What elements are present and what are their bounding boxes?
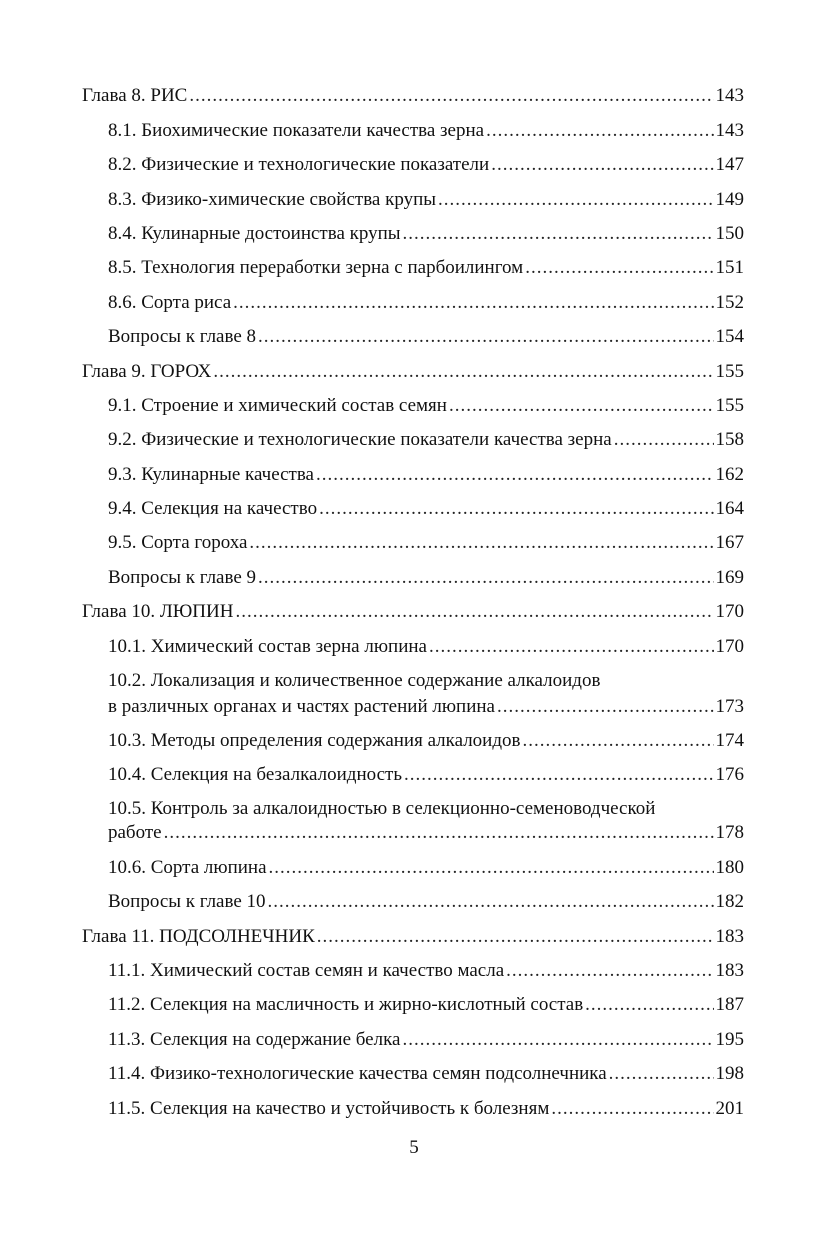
toc-entry-page-number: 147 xyxy=(715,154,744,176)
toc-entry-line xyxy=(108,531,744,555)
toc-subentry[interactable] xyxy=(82,149,744,183)
toc-entry-page-number: 195 xyxy=(715,1028,744,1050)
toc-entry-line xyxy=(108,821,744,845)
toc-entry-line xyxy=(108,428,744,452)
toc-entry-page-number: 170 xyxy=(715,601,744,623)
toc-subentry[interactable] xyxy=(82,218,744,252)
toc-entry-title: 9.3. Кулинарные качества xyxy=(108,463,314,485)
toc-entry-line xyxy=(108,256,744,280)
toc-entry-title: 8.4. Кулинарные достоинства крупы xyxy=(108,222,401,244)
toc-entry-line xyxy=(108,890,744,914)
toc-entry-page-number: 170 xyxy=(715,635,744,657)
dot-leader xyxy=(317,925,714,949)
toc-entry-title: Вопросы к главе 10 xyxy=(108,891,266,913)
toc-entry-title: 11.5. Селекция на качество и устойчивость к болезням xyxy=(108,1097,550,1119)
toc-subentry[interactable] xyxy=(82,725,744,759)
toc-subentry[interactable] xyxy=(82,252,744,286)
toc-entry-title: Глава 8. РИС xyxy=(82,85,188,107)
toc-entry-title: в различных органах и частях растений люпина xyxy=(108,695,495,717)
toc-subentry[interactable] xyxy=(82,493,744,527)
toc-entry-page-number: 183 xyxy=(715,925,744,947)
toc-entry-page-number: 164 xyxy=(715,498,744,520)
dot-leader xyxy=(258,325,713,349)
toc-entry-title-line1: 10.2. Локализация и количественное содержание алкалоидов xyxy=(108,669,601,691)
toc-entry-line xyxy=(108,497,744,521)
toc-subentry[interactable] xyxy=(82,955,744,989)
toc-entry-title: 10.4. Селекция на безалкалоидность xyxy=(108,764,402,786)
toc-entry-line xyxy=(82,925,744,949)
dot-leader xyxy=(403,222,714,246)
toc-subentry[interactable] xyxy=(82,989,744,1023)
dot-leader xyxy=(609,1062,714,1086)
toc-entry-line xyxy=(108,153,744,177)
toc-chapter-entry[interactable] xyxy=(82,596,744,630)
dot-leader xyxy=(316,463,714,487)
dot-leader xyxy=(164,821,714,845)
dot-leader xyxy=(249,531,713,555)
toc-entry-page-number: 174 xyxy=(715,730,744,752)
toc-entry-line xyxy=(108,993,744,1017)
dot-leader xyxy=(497,695,714,719)
toc-entry-page-number: 167 xyxy=(715,532,744,554)
dot-leader xyxy=(404,763,714,787)
toc-entry-title: Глава 11. ПОДСОЛНЕЧНИК xyxy=(82,925,315,947)
toc-entry-line xyxy=(108,695,744,719)
toc-subentry[interactable] xyxy=(82,390,744,424)
toc-entry-line xyxy=(108,1097,744,1121)
dot-leader xyxy=(319,497,713,521)
dot-leader xyxy=(551,1097,713,1121)
toc-entry-title: 8.6. Сорта риса xyxy=(108,291,232,313)
toc-entry-page-number: 201 xyxy=(715,1097,744,1119)
toc-entry-title: Вопросы к главе 9 xyxy=(108,566,257,588)
dot-leader xyxy=(486,119,713,143)
toc-entry-line xyxy=(108,463,744,487)
toc-entry-title: 11.2. Селекция на масличность и жирно-кислотный состав xyxy=(108,994,584,1016)
toc-subentry[interactable] xyxy=(82,1092,744,1126)
toc-entry-title: 8.3. Физико-химические свойства крупы xyxy=(108,188,437,210)
toc-entry-title: Глава 10. ЛЮПИН xyxy=(82,601,234,623)
toc-entry-page-number: 154 xyxy=(715,326,744,348)
toc-entry-line xyxy=(108,1062,744,1086)
dot-leader xyxy=(506,959,713,983)
toc-subentry[interactable] xyxy=(82,286,744,320)
toc-entry-title-line1: 10.5. Контроль за алкалоидностью в селекционно-семеноводческой xyxy=(108,798,656,820)
dot-leader xyxy=(438,188,713,212)
toc-entry-title: 9.2. Физические и технологические показатели качества зерна xyxy=(108,429,612,451)
toc-subentry[interactable] xyxy=(82,1023,744,1057)
toc-entry-title: 11.4. Физико-технологические качества семян подсолнечника xyxy=(108,1063,607,1085)
dot-leader xyxy=(491,153,713,177)
toc-entry-page-number: 198 xyxy=(715,1063,744,1085)
toc-entry-line xyxy=(108,188,744,212)
toc-entry-title: 10.3. Методы определения содержания алкалоидов xyxy=(108,730,521,752)
dot-leader xyxy=(402,1028,713,1052)
toc-subentry[interactable] xyxy=(82,851,744,885)
toc-entry-line xyxy=(108,729,744,753)
dot-leader xyxy=(258,566,713,590)
toc-entry-page-number: 176 xyxy=(715,764,744,786)
toc-entry-page-number: 152 xyxy=(715,291,744,313)
toc-entry-line xyxy=(108,325,744,349)
toc-entry-page-number: 155 xyxy=(715,360,744,382)
toc-entry-title: 9.5. Сорта гороха xyxy=(108,532,248,554)
toc-entry-page-number: 149 xyxy=(715,188,744,210)
toc-entry-title: Глава 9. ГОРОХ xyxy=(82,360,212,382)
toc-subentry[interactable] xyxy=(82,183,744,217)
toc-entry-page-number: 143 xyxy=(715,85,744,107)
dot-leader xyxy=(235,600,713,624)
toc-entry-line xyxy=(108,635,744,659)
toc-entry-page-number: 150 xyxy=(715,222,744,244)
dot-leader xyxy=(525,256,713,280)
toc-chapter-entry[interactable] xyxy=(82,920,744,954)
toc-chapter-entry[interactable] xyxy=(82,355,744,389)
toc-entry-line xyxy=(82,600,744,624)
toc-subentry[interactable] xyxy=(82,527,744,561)
dot-leader xyxy=(189,84,713,108)
toc-entry-line xyxy=(108,763,744,787)
toc-entry-title: 11.3. Селекция на содержание белка xyxy=(108,1028,401,1050)
toc-subentry[interactable] xyxy=(82,793,744,851)
dot-leader xyxy=(233,291,713,315)
toc-chapter-entry[interactable] xyxy=(82,80,744,114)
toc-entry-page-number: 183 xyxy=(715,959,744,981)
toc-entry-line xyxy=(108,959,744,983)
dot-leader xyxy=(585,993,713,1017)
dot-leader xyxy=(213,360,713,384)
toc-entry-title: 9.1. Строение и химический состав семян xyxy=(108,394,447,416)
toc-entry-page-number: 143 xyxy=(715,119,744,141)
toc-entry-page-number: 155 xyxy=(715,394,744,416)
toc-entry-title: 8.2. Физические и технологические показатели xyxy=(108,154,490,176)
toc-entry-line xyxy=(108,1028,744,1052)
toc-entry-title: 8.1. Биохимические показатели качества зерна xyxy=(108,119,485,141)
toc-entry-page-number: 178 xyxy=(715,822,744,844)
dot-leader xyxy=(523,729,714,753)
toc-subentry[interactable] xyxy=(82,1058,744,1092)
dot-leader xyxy=(429,635,714,659)
toc-subentry[interactable] xyxy=(82,759,744,793)
toc-entry-page-number: 187 xyxy=(715,994,744,1016)
table-of-contents xyxy=(82,80,744,1127)
toc-entry-line xyxy=(108,856,744,880)
toc-entry-page-number: 173 xyxy=(715,695,744,717)
toc-entry-title: Вопросы к главе 8 xyxy=(108,326,257,348)
toc-entry-page-number: 162 xyxy=(715,463,744,485)
toc-entry-title: 11.1. Химический состав семян и качество масла xyxy=(108,959,505,981)
toc-entry-page-number: 182 xyxy=(715,891,744,913)
toc-entry-line xyxy=(82,84,744,108)
toc-subentry[interactable] xyxy=(82,630,744,664)
toc-entry-title: 8.5. Технология переработки зерна с парбоилингом xyxy=(108,257,524,279)
toc-subentry[interactable] xyxy=(82,665,744,725)
toc-entry-page-number: 158 xyxy=(715,429,744,451)
toc-subentry[interactable] xyxy=(82,321,744,355)
toc-entry-page-number: 169 xyxy=(715,566,744,588)
toc-entry-line xyxy=(108,291,744,315)
toc-subentry[interactable] xyxy=(82,424,744,458)
dot-leader xyxy=(268,890,714,914)
toc-entry-line xyxy=(108,222,744,246)
toc-entry-page-number: 151 xyxy=(715,257,744,279)
toc-entry-title: работе xyxy=(108,822,162,844)
toc-entry-title: 9.4. Селекция на качество xyxy=(108,498,318,520)
toc-entry-line xyxy=(108,394,744,418)
toc-entry-title: 10.1. Химический состав зерна люпина xyxy=(108,635,427,657)
page-number: 5 xyxy=(409,1137,419,1158)
toc-entry-page-number: 180 xyxy=(715,856,744,878)
toc-entry-title: 10.6. Сорта люпина xyxy=(108,856,267,878)
dot-leader xyxy=(269,856,714,880)
toc-entry-line xyxy=(82,360,744,384)
toc-entry-line xyxy=(108,566,744,590)
toc-subentry[interactable] xyxy=(82,561,744,595)
dot-leader xyxy=(614,428,714,452)
toc-subentry[interactable] xyxy=(82,886,744,920)
toc-subentry[interactable] xyxy=(82,114,744,148)
toc-entry-line xyxy=(108,119,744,143)
dot-leader xyxy=(449,394,714,418)
toc-subentry[interactable] xyxy=(82,458,744,492)
